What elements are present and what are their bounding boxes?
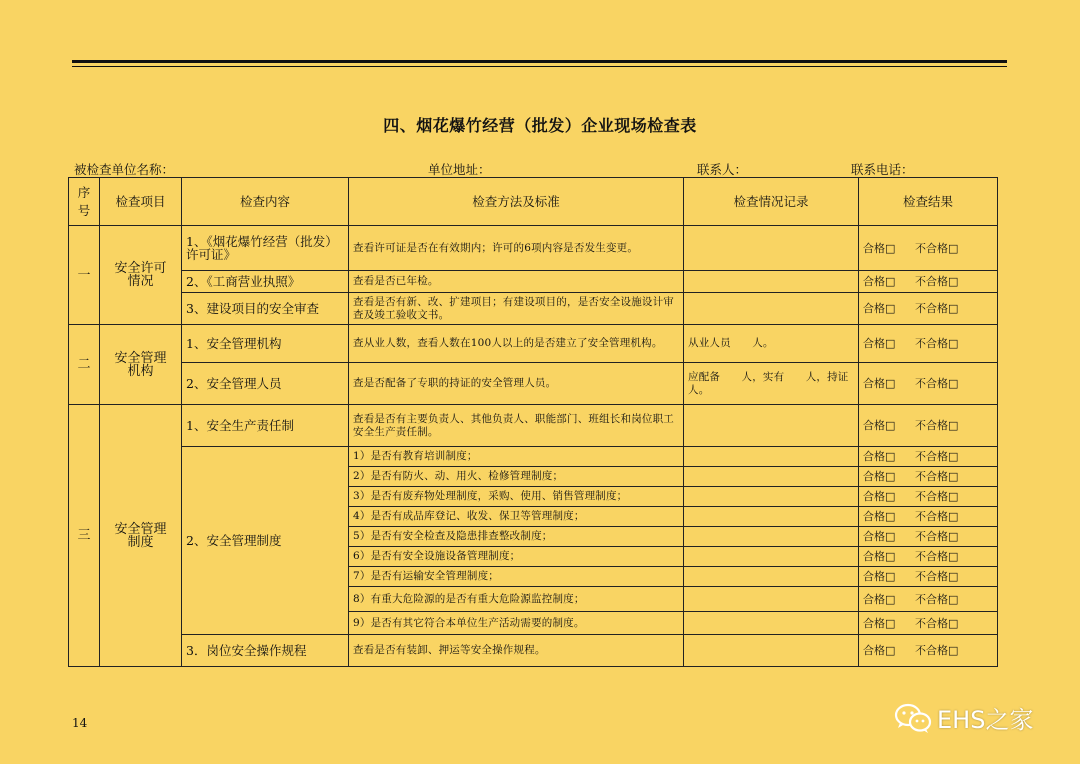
unit-name-label: 被检查单位名称：: [74, 162, 175, 177]
check-result: [859, 612, 998, 635]
check-result: [859, 567, 998, 587]
check-result: [859, 507, 998, 527]
check-method: 1）是否有教育培训制度；: [349, 447, 684, 467]
check-content: 1、《烟花爆竹经营（批发）许可证》: [182, 226, 349, 271]
check-result: [859, 635, 998, 667]
section-item: 安全管理机构: [100, 325, 182, 405]
table-row: [69, 325, 998, 363]
check-method: 8）有重大危险源的是否有重大危险源监控制度；: [349, 587, 684, 612]
pass-checkbox[interactable]: 合格□: [863, 470, 896, 483]
check-record: 应配备 人，实有 人，持证 人。: [684, 363, 859, 405]
check-method: 9）是否有其它符合本单位生产活动需要的制度。: [349, 612, 684, 635]
check-method: 查看许可证是否在有效期内；许可的6项内容是否发生变更。: [349, 226, 684, 271]
table-row: [69, 635, 998, 667]
phone-label: 联系电话：: [851, 162, 914, 177]
fail-checkbox[interactable]: 不合格□: [915, 510, 959, 523]
section-item: 安全管理制度: [100, 405, 182, 667]
pass-checkbox[interactable]: 合格□: [863, 337, 896, 350]
check-method: 查看是否有主要负责人、其他负责人、职能部门、班组长和岗位职工安全生产责任制。: [349, 405, 684, 447]
section-number: 二: [69, 325, 100, 405]
check-record: [684, 467, 859, 487]
pass-checkbox[interactable]: 合格□: [863, 592, 896, 606]
check-record: [684, 487, 859, 507]
check-record: [684, 587, 859, 612]
check-result: [859, 363, 998, 405]
table-row: [69, 271, 998, 293]
check-method: 查从业人数，查看人数在100人以上的是否建立了安全管理机构。: [349, 325, 684, 363]
table-row: [69, 405, 998, 447]
header-result: 检查结果: [859, 178, 998, 226]
fail-checkbox[interactable]: 不合格□: [915, 616, 959, 630]
check-method: 7）是否有运输安全管理制度；: [349, 567, 684, 587]
header-record: 检查情况记录: [684, 178, 859, 226]
check-method: 4）是否有成品库登记、收发、保卫等管理制度；: [349, 507, 684, 527]
check-result: [859, 467, 998, 487]
fail-checkbox[interactable]: 不合格□: [915, 377, 959, 390]
pass-checkbox[interactable]: 合格□: [863, 570, 896, 583]
header-rule-thin: [72, 66, 1007, 67]
pass-checkbox[interactable]: 合格□: [863, 275, 896, 288]
check-record: [684, 226, 859, 271]
brand-logo: [893, 700, 1033, 735]
fail-checkbox[interactable]: 不合格□: [915, 470, 959, 483]
fail-checkbox[interactable]: 不合格□: [915, 490, 959, 503]
header-item: 检查项目: [100, 178, 182, 226]
fail-checkbox[interactable]: 不合格□: [915, 450, 959, 463]
check-record: [684, 612, 859, 635]
fail-checkbox[interactable]: 不合格□: [915, 337, 959, 350]
check-method: 查是否配备了专职的持证的安全管理人员。: [349, 363, 684, 405]
document-title: 四、烟花爆竹经营（批发）企业现场检查表: [383, 116, 697, 135]
section-number: 三: [69, 405, 100, 667]
fail-checkbox[interactable]: 不合格□: [915, 302, 959, 315]
header-no: 序号: [69, 178, 100, 226]
pass-checkbox[interactable]: 合格□: [863, 450, 896, 463]
check-method: 查看是否已年检。: [349, 271, 684, 293]
fail-checkbox[interactable]: 不合格□: [915, 644, 959, 657]
check-result: [859, 447, 998, 467]
check-result: [859, 487, 998, 507]
table-row: [69, 363, 998, 405]
unit-address-label: 单位地址：: [428, 162, 491, 177]
check-result: [859, 271, 998, 293]
check-record: [684, 527, 859, 547]
brand-name: EHS之家: [937, 706, 1034, 734]
check-record: [684, 635, 859, 667]
check-content: 1、安全管理机构: [182, 325, 349, 363]
check-method: 5）是否有安全检查及隐患排查整改制度；: [349, 527, 684, 547]
check-content: 1、安全生产责任制: [182, 405, 349, 447]
check-record: [684, 547, 859, 567]
check-record: [684, 567, 859, 587]
check-record: [684, 507, 859, 527]
pass-checkbox[interactable]: 合格□: [863, 377, 896, 390]
section-item: 安全许可情况: [100, 226, 182, 325]
pass-checkbox[interactable]: 合格□: [863, 550, 896, 563]
check-record: 从业人员 人。: [684, 325, 859, 363]
check-record: [684, 447, 859, 467]
header-content: 检查内容: [182, 178, 349, 226]
pass-checkbox[interactable]: 合格□: [863, 241, 896, 255]
check-result: [859, 325, 998, 363]
fail-checkbox[interactable]: 不合格□: [915, 241, 959, 255]
check-method: 2）是否有防火、动、用火、检修管理制度；: [349, 467, 684, 487]
check-result: [859, 226, 998, 271]
pass-checkbox[interactable]: 合格□: [863, 644, 896, 657]
check-record: [684, 405, 859, 447]
header-rule-thick: [72, 60, 1007, 63]
section-number: 一: [69, 226, 100, 325]
fail-checkbox[interactable]: 不合格□: [915, 530, 959, 543]
check-record: [684, 293, 859, 325]
fail-checkbox[interactable]: 不合格□: [915, 550, 959, 563]
check-result: [859, 405, 998, 447]
check-content: 3、建设项目的安全审查: [182, 293, 349, 325]
inspection-table: [68, 177, 998, 667]
table-row: [69, 226, 998, 271]
check-result: [859, 527, 998, 547]
pass-checkbox[interactable]: 合格□: [863, 530, 896, 543]
check-content: 3．岗位安全操作规程: [182, 635, 349, 667]
fail-checkbox[interactable]: 不合格□: [915, 570, 959, 583]
table-header-row: [69, 178, 998, 226]
page-number: 14: [72, 716, 88, 730]
check-content: 2、安全管理制度: [182, 447, 349, 635]
pass-checkbox[interactable]: 合格□: [863, 419, 896, 432]
check-method: 查看是否有装卸、押运等安全操作规程。: [349, 635, 684, 667]
check-result: [859, 547, 998, 567]
pass-checkbox[interactable]: 合格□: [863, 616, 896, 630]
table-row: [69, 447, 998, 467]
check-result: [859, 293, 998, 325]
contact-label: 联系人：: [697, 162, 748, 177]
check-method: 6）是否有安全设施设备管理制度；: [349, 547, 684, 567]
fail-checkbox[interactable]: 不合格□: [915, 275, 959, 288]
check-content: 2、《工商营业执照》: [182, 271, 349, 293]
table-row: [69, 293, 998, 325]
check-result: [859, 587, 998, 612]
check-method: 查看是否有新、改、扩建项目；有建设项目的，是否安全设施设计审查及竣工验收文书。: [349, 293, 684, 325]
pass-checkbox[interactable]: 合格□: [863, 510, 896, 523]
header-method: 检查方法及标准: [349, 178, 684, 226]
pass-checkbox[interactable]: 合格□: [863, 490, 896, 503]
fail-checkbox[interactable]: 不合格□: [915, 592, 959, 606]
check-content: 2、安全管理人员: [182, 363, 349, 405]
check-method: 3）是否有废弃物处理制度，采购、使用、销售管理制度；: [349, 487, 684, 507]
check-record: [684, 271, 859, 293]
fail-checkbox[interactable]: 不合格□: [915, 419, 959, 432]
wechat-icon: [893, 702, 933, 734]
pass-checkbox[interactable]: 合格□: [863, 302, 896, 315]
